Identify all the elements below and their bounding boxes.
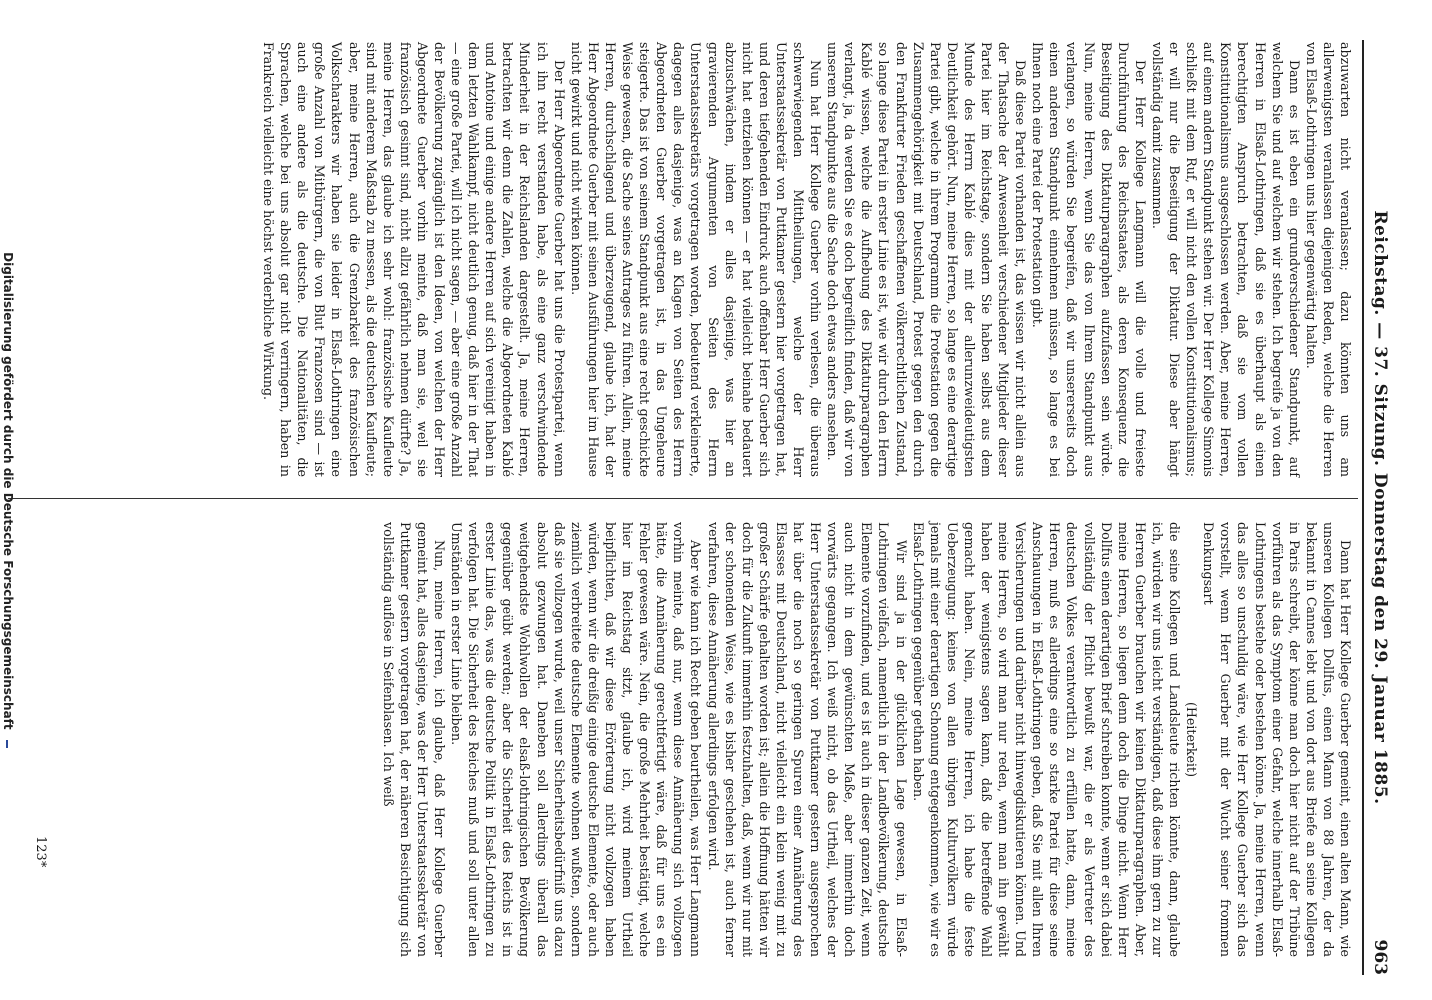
left-paragraph: Daß diese Partei vorhanden ist, das wissen wir nicht allein aus der Thatsache der Anwesenheit verschiedener Mitglieder dieser Partei hier im Reichstage, sondern Sie haben selbst aus dem Munde des Herrn Kablé dies mit der allerunzweideutigsten Deutlichkeit gehört. Nun, meine Herren, so lange es eine derartige Partei gibt, welche in ihrem Programm die Protestation gegen die Zusammengehörigkeit mit Deutschland, Protest gegen den durch den Frankfurter Frieden geschaffenen völkerrechtlichen Zustand, so lange diese Partei in erster Linie es ist, wie wir durch den Herrn Kablé wissen, welche die Aufhebung des Diktaturparagraphen verlangt, ja, da werden Sie es doch begreiflich finden, daß wir von unserem Standpunkte aus die Sache doch etwas anders ansehen. [825,42,1029,477]
digitization-footer [1,0,15,1000]
left-paragraph: Der Herr Abgeordnete Guerber hat uns die Protestpartei, wenn ich ihn recht verstanden habe, als eine ganz verschwindende Minderheit in der Reichslanden dargestellt. Ja, meine Herren, betrachten wir denn die Zahlen, welche die Abgeordneten Kablé und Antoine und einige andere Herren auf sich vereinigt haben in dem letzten Wahlkampf, nicht deutlich genug, daß hier in der That — eine große Partei, will ich nicht sagen, — aber eine große Anzahl der Bevölkerung zugänglich ist den Ideen, von welchen der Herr Abgeordnete Guerber vorhin meinte, daß man sie, weil sie französisch gesinnt sind, nicht allzu gefährlich nehmen dürfte? Ja, meine Herren, das glaube ich sehr wohl: französische Kaufleute sind mit anderem Maßstab zu messen, als die deutschen Kaufleute; aber, meine Herren, auch die Grenzbarkeit des französischen Volkscharakters wir haben sie leider in Elsaß-Lothringen eine große Anzahl von Mitbürgern, die von Blut Franzosen sind — ist auch eine andere als die deutsche. Die Nationalitäten, die Sprachen, welche bei uns absolut gar nicht verringern, haben in Frankreich vielleicht eine höchst verderbliche Wirkung. [261,42,567,477]
column-divider [8,498,1358,499]
right-paragraph: Dann hat Herr Kollege Guerber gemeint, einen alten Mann, wie unseren Kollegen Dollfus, einen Mann von 88 Jahren, der da bekannt in Cannes lebt und von dort aus Briefe an seine Kollegen in Paris schreibt, der könne man doch hier nicht auf der Tribüne vorführen als das Symptom einer Gefahr, welche innerhalb Elsaß-Lothringens bestehe oder bestehen könne. Ja, meine Herren, wenn das alles so unschuldig wäre, wie Herr Kollege Guerber sich das vorstellt, wenn Herr Guerber mit der Wucht seiner frommen Denkungsart [1201,522,1353,957]
right-column [380,522,1354,957]
left-paragraph: abzuwarten nicht veranlassen; dazu könnten uns am allerwenigsten veranlassen diejenigen Reden, welche die Herren von Elsaß-Lothringen uns hier gegenwärtig halten. [1303,42,1353,477]
left-paragraph: Nun hat Herr Kollege Guerber vorhin verlesen, die überaus schwerwiegenden Mittheilungen, welche der Herr Unterstaatssekretär von Puttkamer gestern hier vorgetragen hat, und deren tiefgehenden Eindruck auch offenbar Herr Guerber sich nicht hat entziehen können — er hat vielleicht beinahe bedauert abzuschwächen, indem er alles dasjenige, was hier an gravierenden Argumenten von Seiten des Herrn Unterstaatssekretärs vorgetragen worden, bedeutend verkleinerte, dagegen alles dasjenige, was an Klagen von Seiten des Herrn Abgeordneten Guerber vorgetragen ist, in das Ungeheure steigerte. Das ist von seinem Standpunkt aus eine recht geschickte Weise gewesen, die Sache seines Antrages zu führen. Allein, meine Herren, durchschlagend und überzeugend, glaube ich, hat der Herr Abgeordnete Guerber mit seinen Ausführungen hier im Hause nicht gewirkt und nicht wirken können. [568,42,824,477]
page-header [1362,40,1392,975]
signature-mark: 123* [33,836,48,868]
right-paragraph: Wir sind ja in der glücklichen Lage gewesen, in Elsaß-Lothringen vielfach, namentlich in der Landbevölkerung, deutsche Elemente vorzufinden, und es ist auch in dieser ganzen Zeit, wenn auch nicht in dem gewünschten Maße, aber immerhin doch vorwärts gegangen. Ich weiß nicht, ob das Urtheil, welches der Herr Unterstaatssekretär von Puttkamer gestern ausgesprochen hat über die noch so geringen Spuren einer Annäherung des Elsasses mit Deutschland, nicht vielleicht ein klein wenig mit zu großer Schärfe gehalten worden ist; allein die Hoffnung hätten wir doch für die Zukunft immerhin festzuhalten, daß, wenn wir nur mit der schonenden Weise, wie es bisher geschehen ist, auch ferner verfahren, diese Annäherung allerdings erfolgen wird. [705,522,909,957]
right-paragraph: die seine Kollegen und Landsleute richten könnte, dann, glaube ich, würden wir uns leicht verständigen, daß diese ihm gern zu zur Herren Guerber brauchen wir keinen Diktaturparagraphen. Aber, meine Herren, so liegen denn doch die Dinge nicht. Wenn Herr Dollfus einen derartigen Brief schreiben konnte, wenn er sich dabei vollständig der Pflicht bewußt war, die er als Vertreter des deutschen Volkes verantwortlich zu erfüllen hatte, dann, meine Herren, muß es allerdings eine so starke Partei für diese seine Anschauungen in Elsaß-Lothringen geben, daß Sie mit allen Ihren Versicherungen und darüber nicht hinwegdiskutieren können. Und meine Herren, so wird man nur reden, wenn man ihn gewählt haben der wenigstens sagen kann, daß die betreffende Wahl gemacht haben. Nein, meine Herren, ich habe die feste Ueberzeugung: keines von allen übrigen Kulturvölkern würde jemals mit einer derartigen Schonung entgegenkommen, wie wir es Elsaß-Lothringen gegenüber gethan haben. [910,522,1183,957]
left-paragraph: Dann es ist eben ein grundverschiedener Standpunkt, auf welchem Sie und auf welchem wir stehen. Ich begreife ja von den Herren in Elsaß-Lothringen, daß sie es überhaupt als einen berechtigten Anspruch betrachten, daß sie vom vollen Konstitutionalismus ausgeschlossen werden. Aber, meine Herren, auf einem andern Standpunkt stehen wir. Der Herr Kollege Simonis schließt mit dem Ruf, er will nicht den vollen Konstitutionalismus; er will nur die Beseitigung der Diktatur. Diese aber hängt vollständig damit zusammen. [1149,42,1302,477]
digitization-note: Digitalisierung gefördert durch die Deutsche Forschungsgemeinschaft [1,252,15,730]
left-paragraph: Der Herr Kollege Langmann will die volle und freieste Durchführung des Reichsstaates, als deren Konsequenz die Beseitigung des Diktaturparagraphen aufzufassen sein würde. Nun, meine Herren, wenn Sie das von Ihrem Standpunkt aus verlangen, so würden Sie begreifen, daß wir unsererseits doch einen anderen Standpunkt einnehmen müssen, so lange es bei Ihnen noch eine Partei der Protestation gibt. [1030,42,1148,477]
page-number: 963 [1370,939,1390,975]
left-column [29,42,1354,477]
right-paragraph: Aber wie kann ich Recht geben beurtheilen, was Herr Langmann vorhin meinte, daß nur, wenn diese Annäherung sich vollzogen hätte, die Annäherung gerechtfertigt wäre, daß für uns es ein Fehler gewesen wäre. Nein, die große Mehrheit bestätigt, welche hier im Reichstag sitzt, glaube ich, wird meinem Urtheil beipflichten, daß wir diese Erörterung nicht vollzogen haben würden, wenn wir die dreißig einige deutsche Elemente, oder auch ziemlich verbreitete deutsche Elemente wohnen wußten, sondern daß sie vollzogen wurde, weil unser Sicherheitsbedürfniß uns dazu absolut gezwungen hat. Daneben soll allerdings überall das weitgehendste Wohlwollen der elsaß-lothringischen Bevölkerung gegenüber geübt werden; aber die Sicherheit des Reichs ist in erster Linie das, was die deutsche Politik in Elsaß-Lothringen zu verfolgen hat. Die Sicherheit des Reiches muß und soll unter allen Umständen in erster Linie bleiben. [449,522,704,957]
stage-direction: (Heiterkeit) [1184,702,1200,777]
right-paragraph: Nun, meine Herren, ich glaube, daß Herr Kollege Guerber gemeint hat, alles dasjenige, was der Herr Unterstaatssekretär von Puttkamer gestern vorgetragen hat, der näheren Besichtigung sich vollständig auflöse in Seifenblasen. Ich weiß [380,522,448,957]
header-rule [1362,40,1364,975]
header-title: Reichstag. — 37. Sitzung. Donnerstag den 29. Januar 1885. [1370,210,1390,805]
dfg-logo-icon [7,740,9,748]
